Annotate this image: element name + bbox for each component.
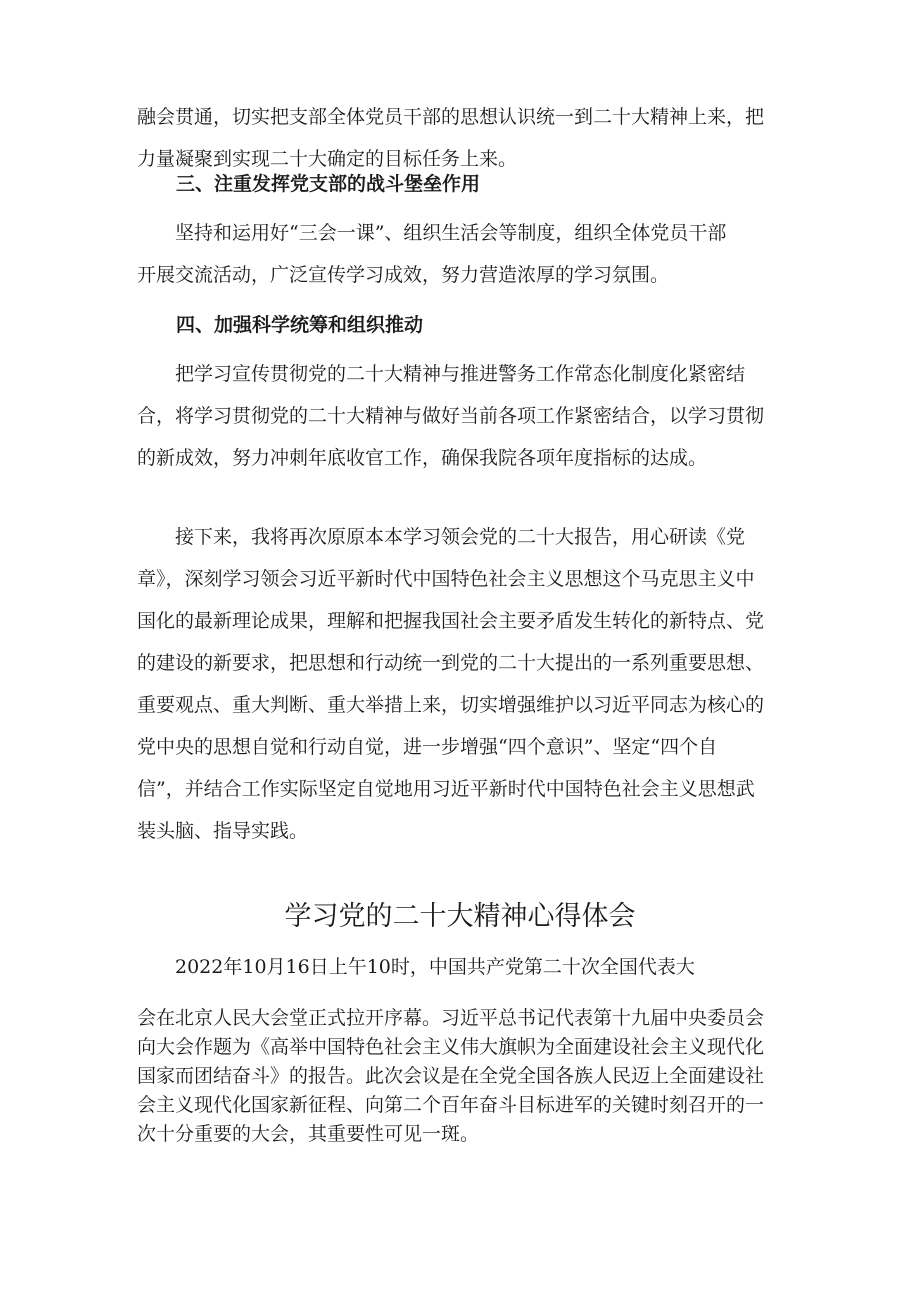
paragraph-line: 把学习宣传贯彻党的二十大精神与推进警务工作常态化制度化紧密结 xyxy=(137,363,746,385)
article-body xyxy=(137,1004,797,1149)
section-heading-3: 三、注重发挥党支部的战斗堡垒作用 xyxy=(176,173,481,195)
paragraph-line: 向大会作题为《高举中国特色社会主义伟大旗帜为全面建设社会主义现代化 xyxy=(137,1036,765,1058)
paragraph-line: 装头脑、指导实践。 xyxy=(137,820,309,842)
paragraph-line: 合，将学习贯彻党的二十大精神与做好当前各项工作紧密结合，以学习贯彻 xyxy=(137,405,765,427)
paragraph-line: 国化的最新理论成果，理解和把握我国社会主要矛盾发生转化的新特点、党 xyxy=(137,610,765,632)
article-title: 学习党的二十大精神心得体会 xyxy=(284,901,636,932)
paragraph-line: 接下来，我将再次原原本本学习领会党的二十大报告，用心研读《党 xyxy=(137,526,746,548)
paragraph-line: 的建设的新要求，把思想和行动统一到党的二十大提出的一系列重要思想、 xyxy=(137,652,765,674)
paragraph-line: 章》，深刻学习领会习近平新时代中国特色社会主义思想这个马克思主义中 xyxy=(137,568,755,590)
article-opening xyxy=(137,952,797,982)
paragraph-line: 会主义现代化国家新征程、向第二个百年奋斗目标进军的关键时刻召开的一 xyxy=(137,1094,765,1116)
paragraph-line: 信”，并结合工作实际坚定自觉地用习近平新时代中国特色社会主义思想武 xyxy=(137,778,755,800)
paragraph-line: 坚持和运用好“三会一课”、组织生活会等制度，组织全体党员干部 xyxy=(137,222,727,244)
paragraph-line: 融会贯通，切实把支部全体党员干部的思想认识统一到二十大精神上来，把 xyxy=(137,106,765,128)
section-4-paragraph xyxy=(137,353,797,479)
paragraph-line: 会在北京人民大会堂正式拉开序幕。习近平总书记代表第十九届中央委员会 xyxy=(137,1007,765,1029)
intro-paragraph xyxy=(137,96,797,180)
paragraph-line: 党中央的思想自觉和行动自觉，进一步增强“四个意识”、坚定“四个自 xyxy=(137,736,718,758)
section-3-paragraph xyxy=(137,212,797,296)
paragraph-line: 2022年10月16日上午10时，中国共产党第二十次全国代表大 xyxy=(137,956,695,978)
paragraph-line: 国家而团结奋斗》的报告。此次会议是在全党全国各族人民迈上全面建设社 xyxy=(137,1065,765,1087)
paragraph-line: 次十分重要的大会，其重要性可见一斑。 xyxy=(137,1123,480,1145)
next-steps-paragraph xyxy=(137,516,797,852)
section-heading-4: 四、加强科学统筹和组织推动 xyxy=(176,314,424,336)
paragraph-line: 重要观点、重大判断、重大举措上来，切实增强维护以习近平同志为核心的 xyxy=(137,694,765,716)
paragraph-line: 力量凝聚到实现二十大确定的目标任务上来。 xyxy=(137,148,518,170)
paragraph-line: 开展交流活动，广泛宣传学习成效，努力营造浓厚的学习氛围。 xyxy=(137,264,670,286)
paragraph-line: 的新成效，努力冲刺年底收官工作，确保我院各项年度指标的达成。 xyxy=(137,447,708,469)
